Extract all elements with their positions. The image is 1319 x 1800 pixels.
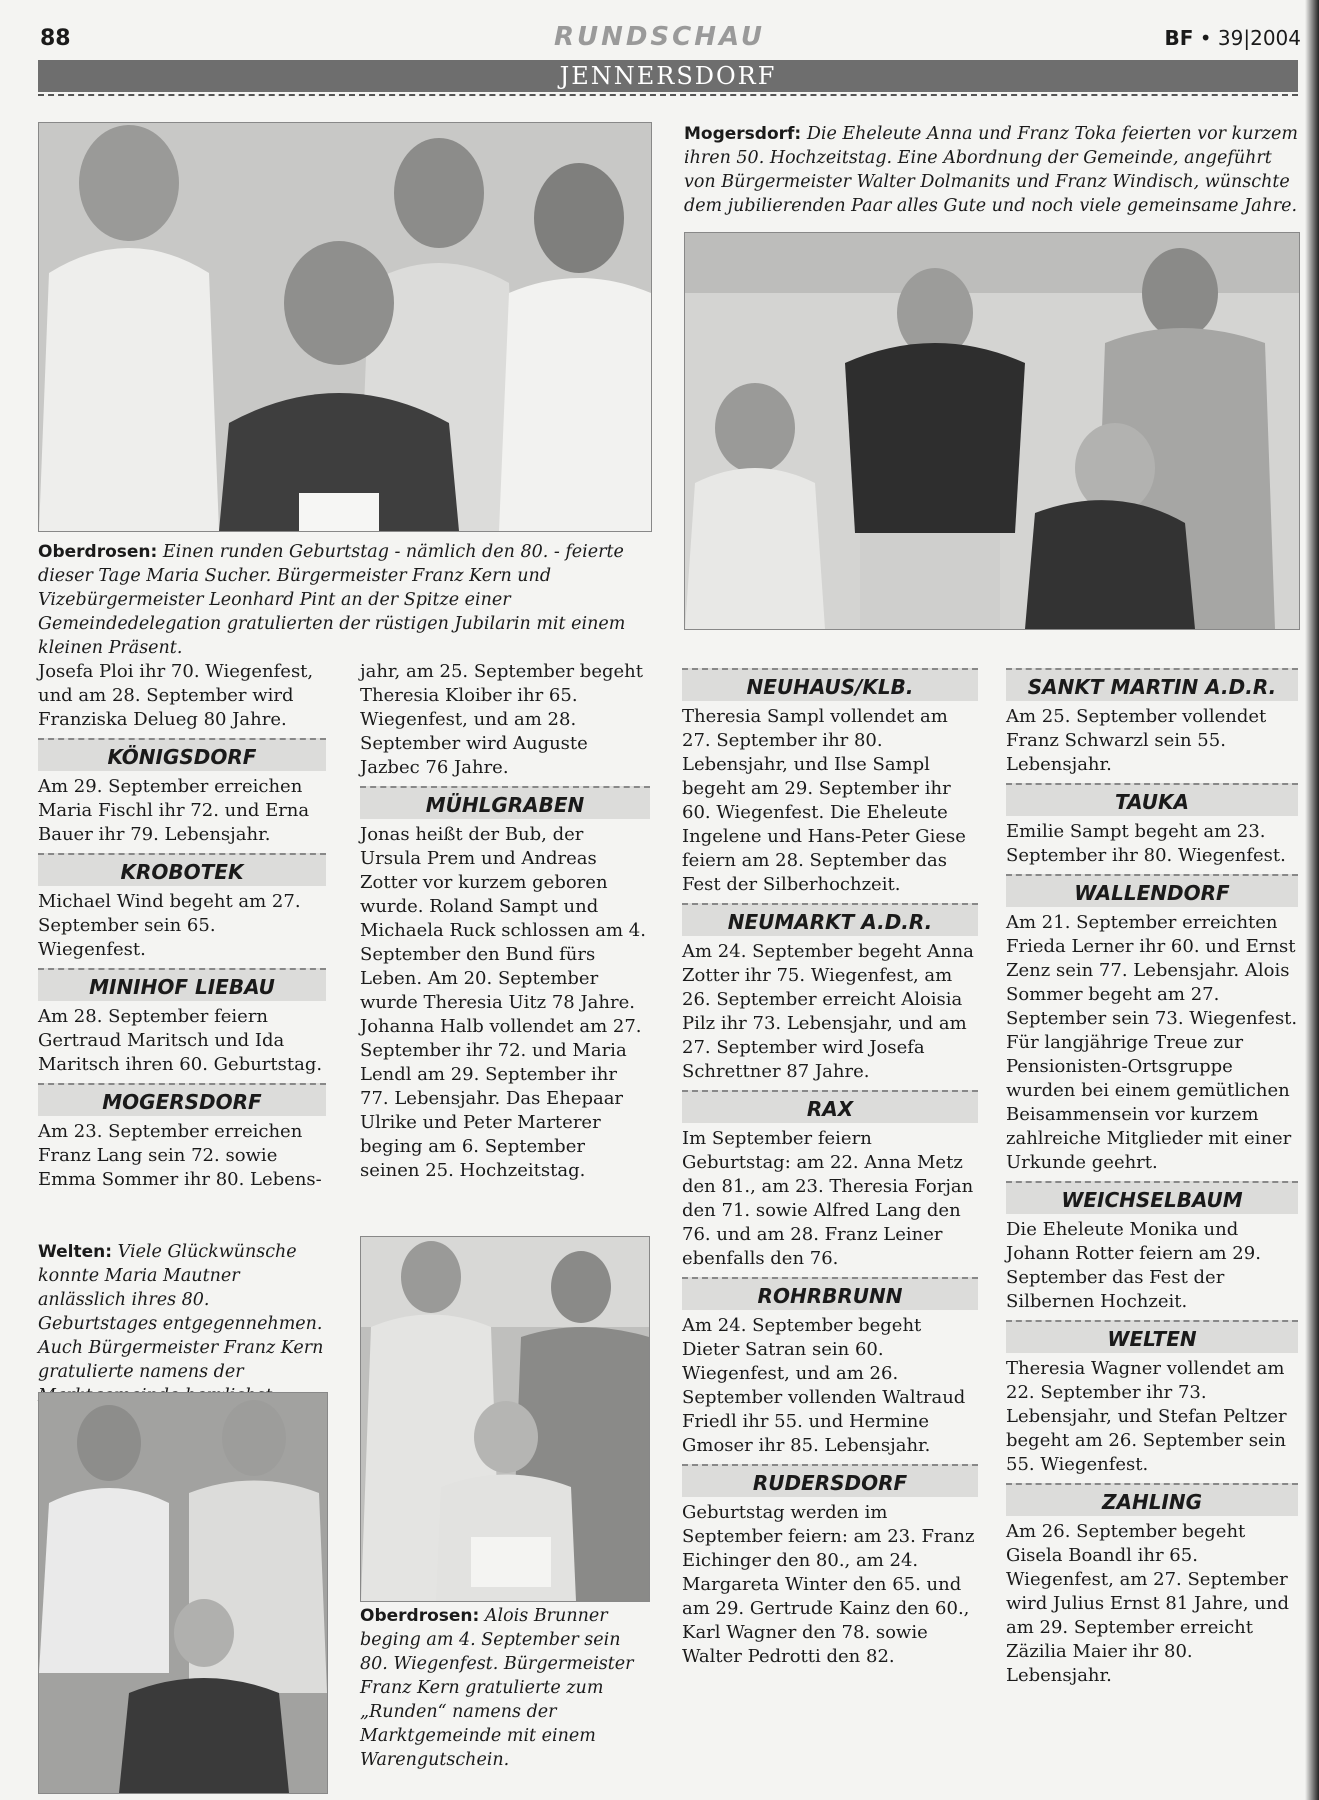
section-heading-wallendorf: WALLENDORF [1006,874,1298,907]
caption-place: Oberdrosen: [360,1606,480,1626]
issue-number: 39|2004 [1217,26,1301,50]
section-heading-mogersdorf: MOGERSDORF [38,1083,326,1116]
section-text-zahling: Am 26. September begeht Gisela Boandl ihr 65. Wiegenfest, am 27. September wird Julius Ernst 81 Jahre, und am 29. September erreicht Zäzilia Maier ihr 80. Lebensjahr. [1006,1521,1289,1686]
section-heading-neumarkt-adr: NEUMARKT A.D.R. [682,903,978,936]
section-heading-sankt-martin-adr: SANKT MARTIN A.D.R. [1006,668,1298,701]
section-heading-koenigsdorf: KÖNIGSDORF [38,738,326,771]
caption-text: Einen runden Geburtstag - nämlich den 80. - feierte dieser Tage Maria Sucher. Bürgermeister Franz Kern und Vizebürgermeister Leonhard Pint an der Spitze einer Gemeindedelegation gratulierten der rüstigen Jubilarin mit einem kleinen Präsent. [38,542,626,658]
section-text-mogersdorf: Am 23. September erreichen Franz Lang sein 72. sowie Emma Sommer ihr 80. Lebens- [38,1121,322,1190]
section-text-wallendorf: Am 21. September erreichten Frieda Lerner ihr 60. und Ernst Zenz sein 77. Lebensjahr. Alois Sommer begeht am 27. September sein 73. Wiegenfest. Für langjährige Treue zur Pensionisten-Ortsgruppe wurden bei einem gemütlichen Beisammensein vor kurzem zahlreiche Mitglieder mit einer Urkunde geehrt. [1006,912,1298,1173]
section-heading-zahling: ZAHLING [1006,1483,1298,1516]
photo-oberdrosen-group [38,122,652,532]
section-text-sankt-martin-adr: Am 25. September vollendet Franz Schwarzl sein 55. Lebensjahr. [1006,706,1267,775]
column-1 [38,660,326,1192]
section-heading-muehlgraben: MÜHLGRABEN [360,786,650,819]
section-heading-tauka: TAUKA [1006,783,1298,816]
issue-separator: • [1199,26,1212,50]
section-heading-weichselbaum: WEICHSELBAUM [1006,1181,1298,1214]
caption-oberdrosen-2 [360,1604,650,1772]
section-text-muehlgraben: Jonas heißt der Bub, der Ursula Prem und Andreas Zotter vor kurzem geboren wurde. Roland Sampt und Michaela Ruck schlossen am 4. September den Bund fürs Leben. Am 20. September wurde Theresia Uitz 78 Jahre. Johanna Halb vollendet am 27. September ihr 72. und Maria Lendl am 29. September ihr 77. Lebensjahr. Das Ehepaar Ulrike und Peter Marterer beging am 6. September seinen 25. Hochzeitstag. [360,824,646,1181]
caption-text: Die Eheleute Anna und Franz Toka feierten vor kurzem ihren 50. Hochzeitstag. Eine Abordnung der Gemeinde, angeführt von Bürgermeister Walter Dolmanits und Franz Windisch, wünschte dem jubilierenden Paar alles Gute und noch viele gemeinsame Jahre. [684,124,1299,216]
section-text-krobotek: Michael Wind begeht am 27. September sein 65. Wiegenfest. [38,891,301,960]
caption-place: Mogersdorf: [684,124,802,144]
section-text-rohrbrunn: Am 24. September begeht Dieter Satran sein 60. Wiegenfest, und am 26. September vollenden Waltraud Friedl ihr 55. und Hermine Gmoser ihr 85. Lebensjahr. [682,1315,966,1456]
section-heading-minihof-liebau: MINIHOF LIEBAU [38,968,326,1001]
caption-welten [38,1240,326,1408]
caption-oberdrosen-1 [38,540,650,660]
column-3 [682,662,978,1669]
caption-place: Welten: [38,1242,113,1262]
photo-welten-group [38,1392,328,1794]
photo-mogersdorf-group [684,232,1300,630]
section-heading-rudersdorf: RUDERSDORF [682,1464,978,1497]
header-divider [38,94,1298,96]
section-text-weichselbaum: Die Eheleute Monika und Johann Rotter feiern am 29. September das Fest der Silbernen Hochzeit. [1006,1219,1261,1312]
column-4 [1006,662,1298,1688]
section-text-neumarkt-adr: Am 24. September begeht Anna Zotter ihr 75. Wiegenfest, am 26. September erreicht Aloisia Pilz ihr 73. Lebensjahr, und am 27. September wird Josefa Schrettner 87 Jahre. [682,941,974,1082]
section-heading-rax: RAX [682,1090,978,1123]
region-title: JENNERSDORF [559,62,777,90]
caption-mogersdorf [684,122,1298,218]
section-text-rax: Im September feiern Geburtstag: am 22. Anna Metz den 81., am 23. Theresia Forjan den 71. sowie Alfred Lang den 76. und am 28. Franz Leiner ebenfalls den 76. [682,1128,974,1269]
column-2-intro: jahr, am 25. September begeht Theresia Kloiber ihr 65. Wiegenfest, und am 28. September wird Auguste Jazbec 76 Jahre. [360,661,643,778]
section-heading-krobotek: KROBOTEK [38,853,326,886]
section-heading-neuhaus-klb: NEUHAUS/KLB. [682,668,978,701]
page-binding-shadow [1305,0,1319,1800]
section-text-neuhaus-klb: Theresia Sampl vollendet am 27. September ihr 80. Lebensjahr, und Ilse Sampl begeht am 29. September ihr 60. Wiegenfest. Die Eheleute Ingelene und Hans-Peter Giese feiern am 28. September das Fest der Silberhochzeit. [682,706,966,895]
caption-text: Alois Brunner beging am 4. September sein 80. Wiegenfest. Bürgermeister Franz Kern gratulierte zum „Runden“ namens der Marktgemeinde mit einem Warengutschein. [360,1606,634,1770]
section-text-koenigsdorf: Am 29. September erreichen Maria Fischl ihr 72. und Erna Bauer ihr 79. Lebensjahr. [38,776,310,845]
section-text-rudersdorf: Geburtstag werden im September feiern: am 23. Franz Eichinger den 80., am 24. Margareta Winter den 65. und am 29. Gertrude Kainz den 60., Karl Wagner den 78. sowie Walter Pedrotti den 82. [682,1502,975,1667]
column-2 [360,660,650,1183]
column-1-intro: Josefa Ploi ihr 70. Wiegenfest, und am 28. September wird Franziska Delueg 80 Jahre. [38,661,314,730]
caption-text: Viele Glückwünsche konnte Maria Mautner anlässlich ihres 80. Geburtstages entgegennehmen. Auch Bürgermeister Franz Kern gratulierte namens der [38,1242,324,1382]
masthead: RUNDSCHAU [553,22,766,52]
section-heading-welten: WELTEN [1006,1320,1298,1353]
page-number: 88 [40,26,71,51]
section-text-minihof-liebau: Am 28. September feiern Gertraud Maritsch und Ida Maritsch ihren 60. Geburtstag. [38,1006,323,1075]
photo-oberdrosen-brunner [360,1236,650,1602]
issue-info [1164,26,1301,50]
caption-place: Oberdrosen: [38,542,158,562]
section-text-tauka: Emilie Sampt begeht am 23. September ihr 80. Wiegenfest. [1006,821,1286,866]
section-text-welten: Theresia Wagner vollendet am 22. September ihr 73. Lebensjahr, und Stefan Peltzer begeht am 26. September sein 55. Wiegenfest. [1006,1358,1287,1475]
section-heading-rohrbrunn: ROHRBRUNN [682,1277,978,1310]
issue-brand: BF [1164,26,1194,50]
